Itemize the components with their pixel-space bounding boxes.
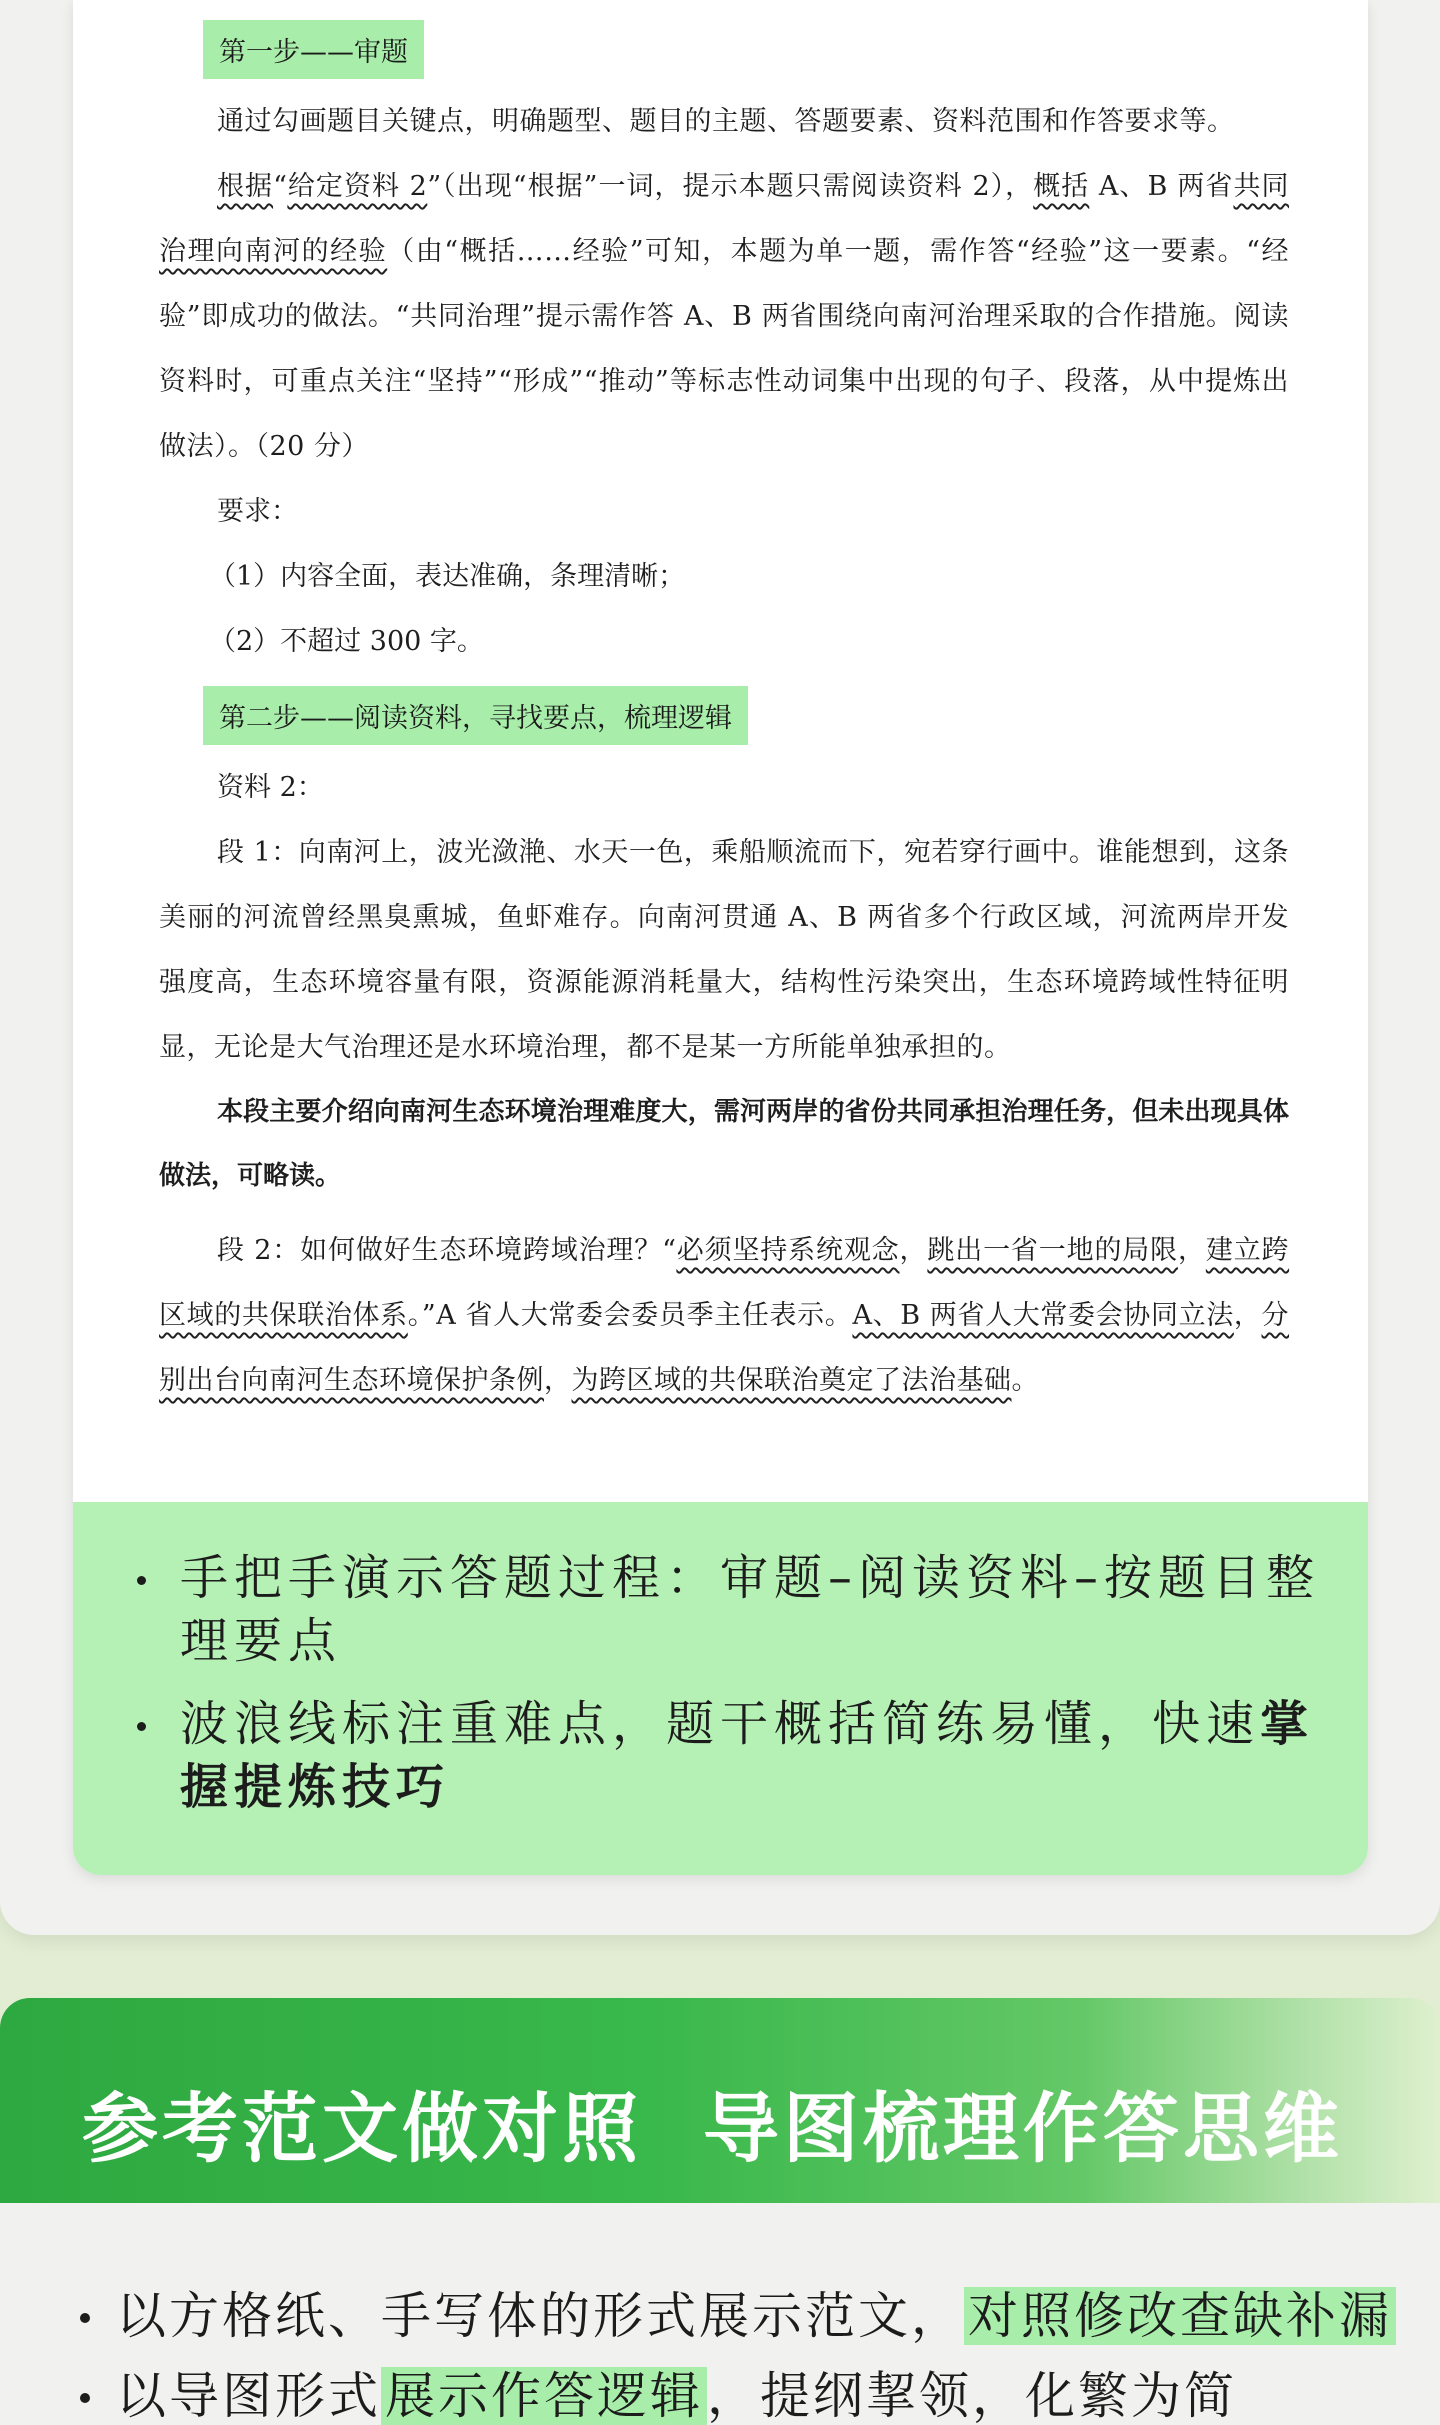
paragraph-1-note: 本段主要介绍向南河生态环境治理难度大，需河两岸的省份共同承担治理任务，但未出现具体做法，可略读。	[159, 1097, 1289, 1191]
section-banner	[0, 1998, 1440, 2203]
question-text-part: A、B 两省	[1089, 171, 1234, 202]
paragraph-text-part: ，	[1233, 1300, 1262, 1331]
bottom-item-text: ，提纲挈领，化繁为简	[707, 2367, 1237, 2425]
bullet-dot-icon	[80, 2393, 90, 2403]
step2-label: 第二步——阅读资料，寻找要点，梳理逻辑	[203, 686, 748, 745]
step1-intro: 通过勾画题目关键点，明确题型、题目的主题、答题要素、资料范围和作答要求等。	[217, 106, 1235, 137]
bottom-item-text: 以方格纸、手写体的形式展示范文，	[116, 2287, 964, 2345]
keyword-wavy: 给定资料 2	[287, 171, 428, 202]
requirements-label: 要求：	[217, 496, 298, 527]
material-paragraph-1: 段 1：向南河上，波光潋滟、水天一色，乘船顺流而下，宛若穿行画中。谁能想到，这条美丽的河流曾经黑臭熏城，鱼虾难存。向南河贯通 A、B 两省多个行政区域，河流两岸开发强度高，生态环境容量有限，资源能源消耗量大，结构性污染突出，生态环境跨域性特征明显，无论是大气治理还是水环境治理，都不是某一方所能单独承担的。	[159, 837, 1289, 1063]
feature-item	[129, 1693, 1339, 1819]
paragraph-text-part: ，	[1178, 1235, 1206, 1266]
bottom-feature-item	[70, 2363, 1400, 2425]
keyword-wavy: A、B 两省人大常委会协同立法	[852, 1300, 1234, 1331]
question-text-part: “	[273, 171, 288, 202]
keyword-wavy: 为跨区域的共保联治奠定了法治基础	[571, 1365, 1012, 1396]
paragraph-text-part: ，	[899, 1235, 928, 1266]
bullet-dot-icon	[137, 1722, 146, 1731]
feature-item	[129, 1547, 1339, 1673]
feature-list	[129, 1547, 1339, 1839]
step1-label: 第一步——审题	[203, 20, 424, 79]
feature-box	[73, 1502, 1368, 1875]
material-paragraph-2	[159, 1218, 1289, 1413]
feature-item-text: 波浪线标注重难点，题干概括简练易懂，快速	[180, 1696, 1261, 1752]
paragraph-text-part: 。”A 省人大常委会委员季主任表示。	[407, 1300, 853, 1331]
feature-item-text: 手把手演示答题过程：审题–阅读资料–按题目整理要点	[180, 1550, 1321, 1669]
bottom-feature-item	[70, 2283, 1400, 2363]
requirement-item: （2）不超过 300 字。	[209, 626, 484, 657]
bottom-item-text: 以导图形式	[116, 2367, 381, 2425]
bottom-item-highlight: 展示作答逻辑	[381, 2367, 707, 2425]
paragraph-text-part: ，	[544, 1365, 572, 1396]
bullet-dot-icon	[80, 2313, 90, 2323]
lower-panel	[0, 2203, 1440, 2425]
keyword-wavy: 概括	[1033, 171, 1090, 202]
feature-item-bold-text: 掌握提炼技巧	[180, 1696, 1315, 1815]
question-text-part: ”（出现“根据”一词，提示本题只需阅读资料 2），	[427, 171, 1034, 202]
keyword-wavy: 必须坚持系统观念	[676, 1235, 900, 1266]
paragraph-text-part: 。	[1011, 1365, 1039, 1396]
material-label: 资料 2：	[217, 772, 324, 803]
bottom-feature-list	[70, 2283, 1400, 2425]
bullet-dot-icon	[137, 1576, 146, 1585]
keyword-wavy: 分别出台向南河生态环境保护条例	[159, 1300, 1290, 1396]
keyword-wavy: 共同治理向南河的经验	[159, 171, 1289, 267]
document-content	[159, 20, 1289, 1413]
keyword-wavy: 根据	[217, 171, 274, 202]
document-page	[73, 0, 1368, 1875]
question-text	[159, 154, 1289, 479]
banner-title: 参考范文做对照 导图梳理作答思维	[82, 2084, 1343, 2173]
keyword-wavy: 跳出一省一地的局限	[927, 1235, 1178, 1266]
bottom-item-highlight: 对照修改查缺补漏	[964, 2287, 1396, 2345]
question-text-part: （由“概括……经验”可知，本题为单一题，需作答“经验”这一要素。“经验”即成功的做法。“共同治理”提示需作答 A、B 两省围绕向南河治理采取的合作措施。阅读资料时，可重点关注“坚持”“形成”“推动”等标志性动词集中出现的句子、段落，从中提炼出做法）。（20 分）	[159, 236, 1290, 462]
requirement-item: （1）内容全面，表达准确，条理清晰；	[209, 561, 686, 592]
paragraph-text-part: 段 2：如何做好生态环境跨域治理？“	[217, 1235, 677, 1266]
keyword-wavy: 建立跨区域的共保联治体系	[159, 1235, 1290, 1331]
